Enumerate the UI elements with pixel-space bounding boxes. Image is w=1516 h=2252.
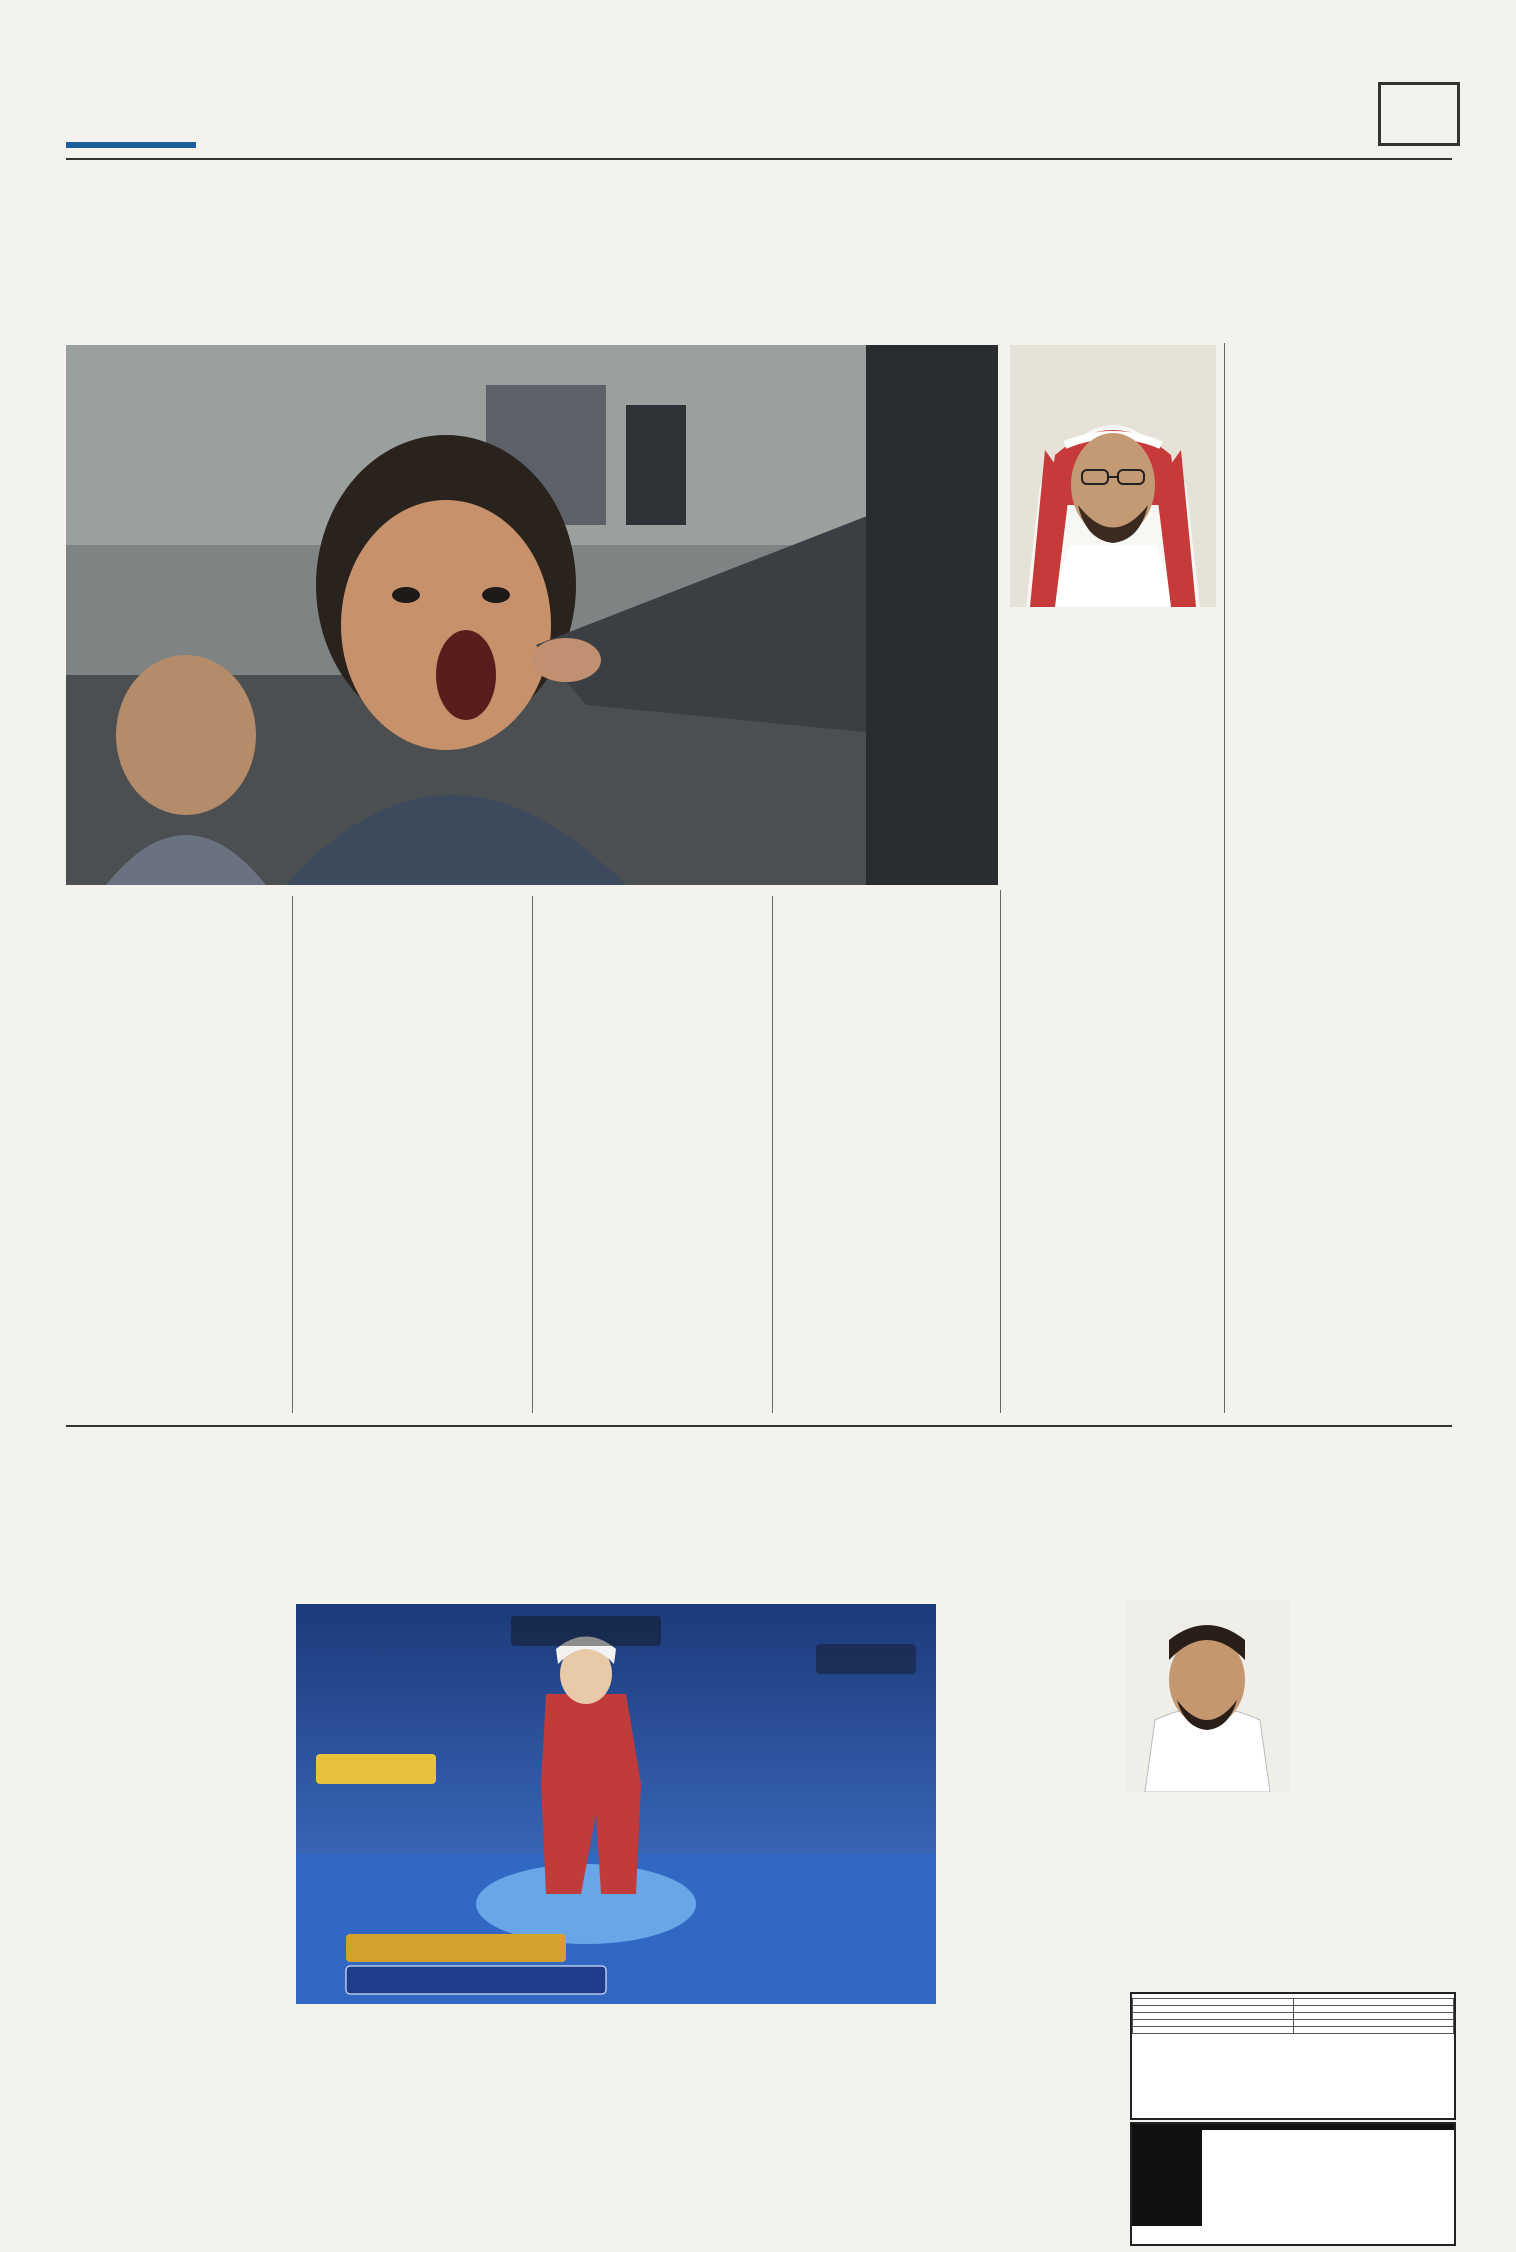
column-divider — [1000, 890, 1001, 1413]
story1-photo — [66, 345, 998, 885]
table-row — [1133, 2006, 1454, 2013]
story2-body-7 — [66, 1600, 286, 2170]
expert-portrait-illustration — [1125, 1600, 1290, 1792]
story1-body-3 — [780, 896, 992, 1413]
table-cell — [1293, 1999, 1454, 2006]
story1-column-4 — [540, 896, 764, 1413]
job-ad — [1130, 2122, 1456, 2246]
column-divider — [532, 896, 533, 1413]
story2-column-gaps — [634, 2066, 780, 2242]
table-row — [1133, 2013, 1454, 2020]
story1-column-1 — [1234, 343, 1452, 1413]
classroom-photo-illustration — [66, 345, 998, 885]
story1-body-4 — [540, 896, 764, 1066]
game-screenshot — [296, 1604, 936, 2004]
table-cell — [1133, 1999, 1294, 2006]
story1-body-2b — [1010, 896, 1216, 1413]
newspaper-logo — [66, 80, 196, 150]
story2-body-6 — [634, 2066, 780, 2156]
story1-body-1 — [1234, 343, 1452, 1383]
column-divider — [292, 896, 293, 1413]
table-row — [1133, 2027, 1454, 2034]
court-notice-table — [1132, 1998, 1454, 2034]
table-cell — [1133, 2013, 1294, 2020]
portrait-illustration — [1010, 345, 1216, 607]
story2-body-8 — [470, 2066, 626, 2242]
story2-body-3 — [950, 1600, 1115, 2016]
story2-column-family — [66, 1600, 286, 2200]
story1-body-5 — [300, 896, 524, 1413]
table-cell — [1293, 2027, 1454, 2034]
story2-body-9 — [296, 2066, 462, 2242]
table-row — [1133, 1999, 1454, 2006]
story1-body-2 — [1010, 640, 1216, 830]
page-number — [1378, 82, 1460, 146]
table-cell — [1133, 2027, 1294, 2034]
story-separator — [66, 1425, 1452, 1427]
court-notice-ad — [1130, 1992, 1456, 2120]
minister-portrait — [1010, 345, 1216, 607]
expert-portrait — [1125, 1600, 1290, 1792]
story1-body-6 — [66, 896, 284, 1413]
story1-body-4b — [540, 1072, 764, 1372]
table-cell — [1293, 2006, 1454, 2013]
story2-body-5 — [790, 2066, 936, 2242]
game-screenshot-illustration — [296, 1604, 936, 2004]
masthead-rule — [66, 158, 1452, 160]
saudi-only-badge — [1132, 2130, 1202, 2226]
table-cell — [1293, 2013, 1454, 2020]
column-divider — [1224, 343, 1225, 1413]
logo-underline — [66, 142, 196, 148]
story2-body-6b — [634, 2156, 780, 2216]
story2-body-4 — [950, 2052, 1115, 2242]
table-cell — [1133, 2020, 1294, 2027]
column-divider — [772, 896, 773, 1413]
job-ad-body — [1202, 2130, 1454, 2226]
story2-body-2 — [1125, 1826, 1290, 2016]
table-row — [1133, 2020, 1454, 2027]
table-cell — [1293, 2020, 1454, 2027]
table-cell — [1133, 2006, 1294, 2013]
